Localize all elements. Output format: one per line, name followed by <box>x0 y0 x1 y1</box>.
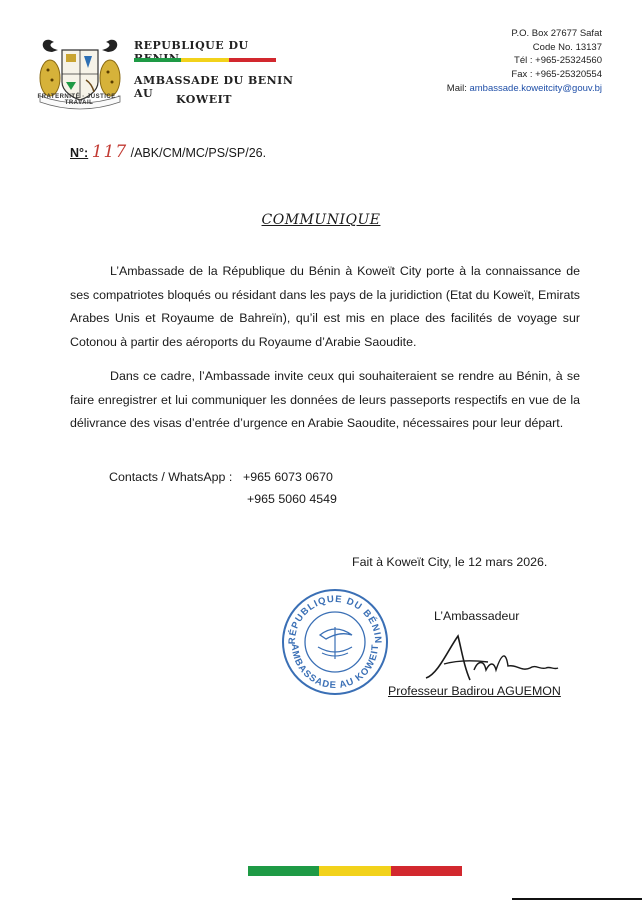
reference-suffix: /ABK/CM/MC/PS/SP/26. <box>130 146 267 160</box>
bottom-edge-line <box>512 898 642 900</box>
date-place-line: Fait à Koweït City, le 12 mars 2026. <box>352 555 548 569</box>
contacts-phone-2: +965 5060 4549 <box>247 492 337 506</box>
contact-tel: Tél : +965-25324560 <box>514 55 602 66</box>
contacts-phone-1: +965 6073 0670 <box>243 470 333 484</box>
body-paragraph-2: Dans ce cadre, l’Ambassade invite ceux qui souhaiteraient se rendre au Bénin, à se faire enregistrer et lui communiquer les données de leurs passeports respectifs en vue de la délivrance des visas d’entrée d’urgence en Arabie Saoudite, nécessaires pour leur départ. <box>70 369 580 430</box>
contacts-label: Contacts / WhatsApp : <box>109 470 233 484</box>
stamp-top-text: RÉPUBLIQUE DU BÉNIN <box>286 593 384 645</box>
reference-handwritten-number: 117 <box>91 142 128 162</box>
coat-of-arms-motto: FRATERNITÉ · JUSTICE · TRAVAIL <box>37 94 121 106</box>
signatory-name: Professeur Badirou AGUEMON <box>388 684 561 698</box>
footer-flag-green <box>248 866 319 876</box>
body-paragraph-1: L’Ambassade de la République du Bénin à Koweït City porte à la connaissance de ses compatriotes bloqués ou résidant dans les pays de la juridiction (Etat du Koweït, Emirats Arabes Unis et Royaume de Bahreïn), qu’il est mis en place des facilités de voyage sur Cotonou à partir des aéroports du Royaume d’Arabie Saoudite. <box>70 264 580 349</box>
handwritten-signature-icon <box>418 630 578 686</box>
reference-number <box>70 142 266 162</box>
embassy-stamp-icon <box>280 587 390 697</box>
signatory-title: L’Ambassadeur <box>434 609 520 623</box>
header-flag-line <box>134 58 276 62</box>
contact-fax: Fax : +965-25320554 <box>511 69 602 80</box>
contact-mail <box>447 83 602 94</box>
reference-no-label: N°: <box>70 146 89 160</box>
header-ambassade: AMBASSADE DU BENIN AU <box>134 74 294 100</box>
header-koweit: KOWEIT <box>176 93 232 106</box>
contact-pobox: P.O. Box 27677 Safat <box>511 28 602 39</box>
header-republique: REPUBLIQUE DU <box>134 39 249 52</box>
footer-flag-bar <box>248 866 462 876</box>
stamp-bottom-text: AMBASSADE AU KOWEIT <box>288 643 382 692</box>
contact-code: Code No. 13137 <box>532 42 602 53</box>
flag-yellow <box>181 58 229 62</box>
document-title: COMMUNIQUE <box>261 212 381 228</box>
contact-mail-label: Mail: <box>446 83 467 94</box>
footer-flag-red <box>391 866 462 876</box>
footer-flag-yellow <box>319 866 390 876</box>
contact-mail-link[interactable]: ambassade.koweitcity@gouv.bj <box>469 83 602 94</box>
flag-green <box>134 58 181 62</box>
flag-red <box>229 58 276 62</box>
